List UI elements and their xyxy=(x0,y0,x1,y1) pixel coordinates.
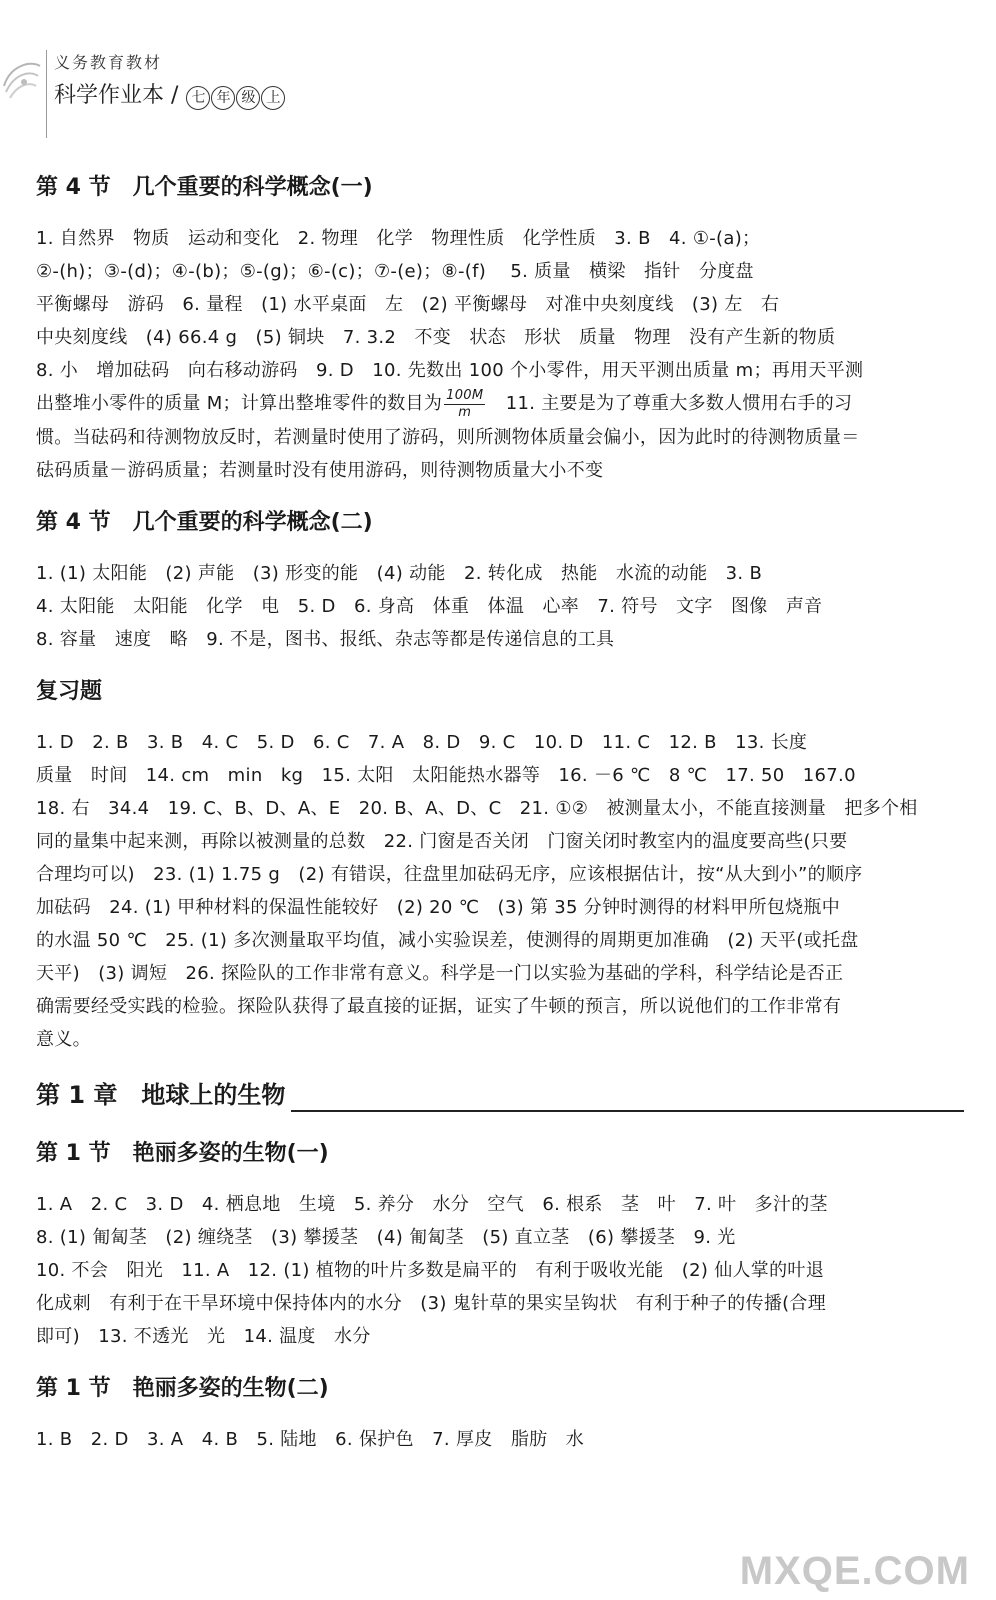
answer-line: 1. 自然界 物质 运动和变化 2. 物理 化学 物理性质 化学性质 3. B 4. ①-(a)； xyxy=(36,228,761,249)
title-separator: / xyxy=(171,83,179,108)
answer-line: 惯。当砝码和待测物放反时，若测量时使用了游码，则所测物体质量会偏小，因为此时的待测物质量＝ xyxy=(36,426,860,448)
answer-line: 8. 容量 速度 略 9. 不是，图书、报纸、杂志等都是传递信息的工具 xyxy=(36,628,615,650)
answer-line: 的水温 50 ℃ 25. (1) 多次测量取平均值，减小实验误差，使测得的周期更加准确 (2) 天平(或托盘 xyxy=(36,929,859,951)
answer-line: 1. (1) 太阳能 (2) 声能 (3) 形变的能 (4) 动能 2. 转化成 热能 水流的动能 3. B xyxy=(36,562,763,584)
fraction-numerator: 100M xyxy=(446,387,484,403)
chapter-heading xyxy=(36,1078,964,1112)
answer-line: 确需要经受实践的检验。探险队获得了最直接的证据，证实了牛顿的预言，所以说他们的工作非常有 xyxy=(36,995,842,1017)
answer-line: 同的量集中起来测，再除以被测量的总数 22. 门窗是否关闭 门窗关闭时教室内的温度要高些(只要 xyxy=(36,830,848,852)
answer-line: 质量 时间 14. cm min kg 15. 太阳 太阳能热水器等 16. －6 ℃ 8 ℃ 17. 50 167.0 xyxy=(36,764,856,786)
answer-line: 加砝码 24. (1) 甲种材料的保温性能较好 (2) 20 ℃ (3) 第 35 分钟时测得的材料甲所包烧瓶中 xyxy=(36,896,840,918)
chapter-underline xyxy=(291,1084,964,1112)
answer-paragraph xyxy=(36,1423,964,1456)
answer-line: 砝码质量－游码质量；若测量时没有使用游码，则待测物质量大小不变 xyxy=(36,459,604,481)
answer-paragraph xyxy=(36,557,964,656)
answer-text: 出整堆小零件的质量 M；计算出整堆零件的数目为 xyxy=(36,393,443,414)
answer-line: 8. 小 增加砝码 向右移动游码 9. D 10. 先数出 100 个小零件，用天平测出质量 m；再用天平测 xyxy=(36,360,864,381)
publisher-logo-icon xyxy=(0,52,44,110)
answer-line: 即可) 13. 不透光 光 14. 温度 水分 xyxy=(36,1325,371,1347)
answer-line: 10. 不会 阳光 11. A 12. (1) 植物的叶片多数是扁平的 有利于吸收光能 (2) 仙人掌的叶退 xyxy=(36,1259,824,1281)
site-watermark: MXQE.COM xyxy=(739,1549,970,1593)
answer-line: 1. A 2. C 3. D 4. 栖息地 生境 5. 养分 水分 空气 6. 根系 茎 叶 7. 叶 多汁的茎 xyxy=(36,1193,828,1215)
page-header xyxy=(0,0,996,150)
grade-char: 七 xyxy=(186,86,210,110)
answer-paragraph xyxy=(36,1188,964,1353)
series-name: 义务教育教材 xyxy=(54,53,163,72)
answer-line: 4. 太阳能 太阳能 化学 电 5. D 6. 身高 体重 体温 心率 7. 符号 文字 图像 声音 xyxy=(36,595,823,617)
answer-line: 18. 右 34.4 19. C、B、D、A、E 20. B、A、D、C 21. ①② 被测量太小，不能直接测量 把多个相 xyxy=(36,797,918,819)
fraction-denominator: m xyxy=(458,404,472,420)
answer-line: 中央刻度线 (4) 66.4 g (5) 铜块 7. 3.2 不变 状态 形状 质量 物理 没有产生新的物质 xyxy=(36,327,836,348)
answer-text: 11. 主要是为了尊重大多数人惯用右手的习 xyxy=(487,393,853,414)
answer-line: 化成刺 有利于在干旱环境中保持体内的水分 (3) 鬼针草的果实呈钩状 有利于种子的传播(合理 xyxy=(36,1292,827,1314)
answer-paragraph xyxy=(36,222,964,487)
answer-paragraph xyxy=(36,726,964,1056)
section-title: 第 4 节 几个重要的科学概念(一) xyxy=(36,175,373,200)
grade-char: 年 xyxy=(211,86,235,110)
section-title: 第 1 节 艳丽多姿的生物(一) xyxy=(36,1140,329,1166)
book-title xyxy=(54,78,285,110)
fraction xyxy=(444,388,485,421)
answer-line: 合理均可以) 23. (1) 1.75 g (2) 有错误，往盘里加砝码无序，应该根据估计，按“从大到小”的顺序 xyxy=(36,863,863,885)
answer-line xyxy=(36,387,964,421)
answer-line: 天平) (3) 调短 26. 探险队的工作非常有意义。科学是一门以实验为基础的学科，科学结论是否正 xyxy=(36,962,844,984)
answer-line: 意义。 xyxy=(36,1028,91,1050)
section-title: 复习题 xyxy=(36,678,103,704)
grade-char: 级 xyxy=(236,86,260,110)
grade-char: 上 xyxy=(261,86,285,110)
book-title-text: 科学作业本 xyxy=(54,83,165,108)
answer-content xyxy=(36,172,964,1476)
answer-line: 1. B 2. D 3. A 4. B 5. 陆地 6. 保护色 7. 厚皮 脂肪 水 xyxy=(36,1428,585,1450)
answer-line: 平衡螺母 游码 6. 量程 (1) 水平桌面 左 (2) 平衡螺母 对准中央刻度线 (3) 左 右 xyxy=(36,294,780,315)
answer-line: ②-(h)；③-(d)；④-(b)；⑤-(g)；⑥-(c)；⑦-(e)；⑧-(f) 5. 质量 横梁 指针 分度盘 xyxy=(36,261,754,282)
section-title: 第 1 节 艳丽多姿的生物(二) xyxy=(36,1375,329,1401)
chapter-title: 第 1 章 地球上的生物 xyxy=(36,1080,286,1109)
answer-line: 8. (1) 匍匐茎 (2) 缠绕茎 (3) 攀援茎 (4) 匍匐茎 (5) 直立茎 (6) 攀援茎 9. 光 xyxy=(36,1226,736,1248)
section-title: 第 4 节 几个重要的科学概念(二) xyxy=(36,509,373,535)
header-divider xyxy=(46,50,47,138)
answer-line: 1. D 2. B 3. B 4. C 5. D 6. C 7. A 8. D 9. C 10. D 11. C 12. B 13. 长度 xyxy=(36,731,808,753)
